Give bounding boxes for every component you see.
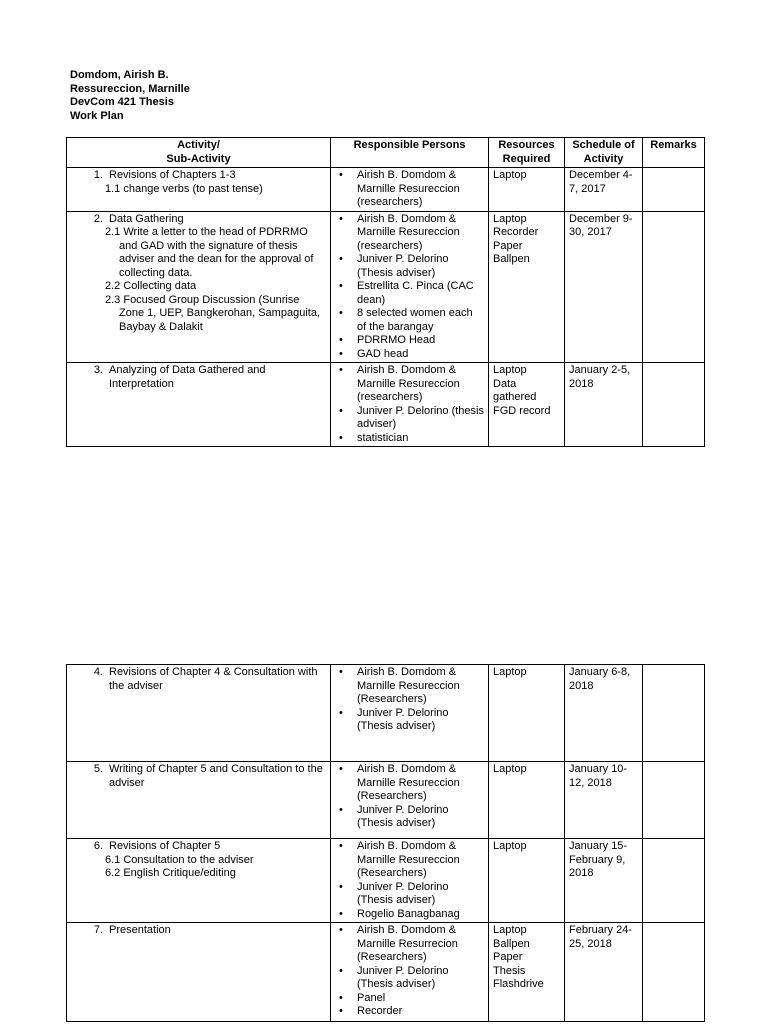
person-item: • Rogelio Banagbanag: [351, 908, 484, 922]
person-item: • statistician: [351, 432, 484, 446]
table-row: [67, 363, 705, 447]
person-item: • Airish B. Domdom & Marnille Resureccion (Researchers): [351, 763, 484, 804]
resource-item: Laptop: [493, 763, 527, 775]
activity-cell: [67, 363, 331, 447]
persons-cell: [331, 665, 489, 762]
remarks-cell: [643, 839, 705, 923]
activity-number: 6.: [93, 840, 103, 852]
resource-item: Ballpen: [493, 253, 530, 265]
author-1: Domdom, Airish B.: [70, 69, 169, 81]
schedule-cell: January 6-8, 2018: [565, 665, 643, 762]
remarks-cell: [643, 363, 705, 447]
resources-cell: [489, 363, 565, 447]
resources-cell: [489, 665, 565, 762]
activity-header: Activity/ Sub-Activity: [67, 138, 331, 168]
resource-item: Data gathered: [493, 377, 537, 403]
person-item: • 8 selected women each of the barangay: [351, 307, 484, 334]
persons-cell: [331, 168, 489, 212]
resource-item: Recorder: [493, 226, 539, 238]
table-row: [67, 923, 705, 1022]
schedule-cell: January 15-February 9, 2018: [565, 839, 643, 923]
persons-list: [335, 763, 484, 831]
resource-item: Laptop: [493, 666, 527, 678]
activity-cell: [67, 762, 331, 839]
course-title: DevCom 421 Thesis: [70, 96, 174, 108]
sub-activity: 2.1 Write a letter to the head of PDRRMO and GAD with the signature of thesis adviser and the dean for the approval of collecting data.: [105, 226, 314, 279]
resource-item: Thesis: [493, 964, 526, 977]
activity-title: Revisions of Chapter 4 & Consultation with the adviser: [109, 666, 318, 692]
persons-list: [335, 924, 484, 1019]
schedule-cell: December 4-7, 2017: [565, 168, 643, 212]
person-item: • Airish B. Domdom & Marnille Resureccion (researchers): [351, 213, 484, 254]
activity-cell: [67, 211, 331, 363]
activity-cell: [67, 168, 331, 212]
sub-activity: 1.1 change verbs (to past tense): [105, 182, 263, 195]
resources-header: Resources Required: [489, 138, 565, 168]
table-row: [67, 762, 705, 839]
person-item: • Juniver P. Delorino (Thesis adviser): [351, 253, 484, 280]
person-item: • PDRRMO Head: [351, 334, 484, 348]
persons-header: Responsible Persons: [331, 138, 489, 168]
schedule-cell: February 24-25, 2018: [565, 923, 643, 1022]
table-row: [67, 839, 705, 923]
remarks-header: Remarks: [643, 138, 705, 168]
persons-list: [335, 840, 484, 921]
work-plan-table-continued: [66, 664, 705, 1022]
schedule-cell: January 10-12, 2018: [565, 762, 643, 839]
resource-item: Ballpen: [493, 937, 530, 950]
activity-cell: [67, 839, 331, 923]
activity-cell: [67, 665, 331, 762]
activity-number: 4.: [93, 666, 103, 678]
person-item: • Airish B. Domdom & Marnille Resurrecion (Researchers): [351, 924, 484, 965]
person-item: • Juniver P. Delorino (thesis adviser): [351, 405, 484, 432]
activity-title: Revisions of Chapters 1-3: [109, 169, 236, 181]
persons-list: [335, 666, 484, 734]
resource-item: Laptop: [493, 840, 527, 852]
resources-cell: [489, 839, 565, 923]
schedule-cell: December 9-30, 2017: [565, 211, 643, 363]
persons-list: [335, 169, 484, 210]
remarks-cell: [643, 211, 705, 363]
person-item: • GAD head: [351, 348, 484, 362]
person-item: • Panel: [351, 992, 484, 1006]
resource-item: Laptop: [493, 169, 527, 181]
sub-activity: 2.2 Collecting data: [105, 280, 197, 292]
person-item: • Recorder: [351, 1005, 484, 1019]
resources-cell: [489, 762, 565, 839]
resource-item: Paper: [493, 239, 523, 252]
resources-cell: [489, 211, 565, 363]
persons-cell: [331, 211, 489, 363]
sub-activity: 6.2 English Critique/editing: [105, 867, 236, 879]
activity-number: 1.: [93, 169, 103, 181]
sub-activity: 6.1 Consultation to the adviser: [105, 853, 254, 866]
resource-item: FGD record: [493, 404, 551, 417]
persons-cell: [331, 762, 489, 839]
remarks-cell: [643, 762, 705, 839]
resource-item: Paper: [493, 951, 523, 963]
person-item: • Airish B. Domdom & Marnille Resureccion (Researchers): [351, 666, 484, 707]
activity-title: Writing of Chapter 5 and Consultation to the adviser: [109, 763, 323, 789]
person-item: • Airish B. Domdom & Marnille Resureccion (researchers): [351, 169, 484, 210]
person-item: • Airish B. Domdom & Marnille Resureccion (Researchers): [351, 840, 484, 881]
remarks-cell: [643, 665, 705, 762]
table-row: [67, 168, 705, 212]
resource-item: Laptop: [493, 364, 527, 376]
persons-list: [335, 364, 484, 445]
activity-number: 3.: [93, 364, 103, 376]
persons-cell: [331, 839, 489, 923]
resource-item: Flashdrive: [493, 978, 544, 990]
remarks-cell: [643, 168, 705, 212]
person-item: • Estrellita C. Pinca (CAC dean): [351, 280, 484, 307]
persons-cell: [331, 363, 489, 447]
schedule-header: Schedule of Activity: [565, 138, 643, 168]
persons-list: [335, 213, 484, 362]
schedule-cell: January 2-5, 2018: [565, 363, 643, 447]
resources-cell: [489, 168, 565, 212]
activity-number: 7.: [93, 924, 103, 936]
table-header-row: [67, 138, 705, 168]
table-row: [67, 665, 705, 762]
activity-title: Data Gathering: [109, 212, 184, 225]
author-2: Ressureccion, Marnille: [70, 82, 190, 95]
person-item: • Juniver P. Delorino (Thesis adviser): [351, 881, 484, 908]
activity-title: Revisions of Chapter 5: [109, 840, 221, 852]
activity-number: 5.: [93, 763, 103, 775]
sub-activity: 2.3 Focused Group Discussion (Sunrise Zone 1, UEP, Bangkerohan, Sampaguita, Baybay & Dalakit: [105, 293, 320, 333]
remarks-cell: [643, 923, 705, 1022]
resources-cell: [489, 923, 565, 1022]
activity-title: Analyzing of Data Gathered and Interpretation: [109, 364, 266, 390]
person-item: • Juniver P. Delorino (Thesis adviser): [351, 804, 484, 831]
activity-cell: [67, 923, 331, 1022]
person-item: • Airish B. Domdom & Marnille Resureccion (researchers): [351, 364, 484, 405]
activity-title: Presentation: [109, 924, 171, 936]
resource-item: Laptop: [493, 212, 527, 225]
resource-item: Laptop: [493, 924, 527, 936]
activity-number: 2.: [93, 212, 103, 225]
table-row: [67, 211, 705, 363]
work-plan-table: [66, 137, 705, 447]
document-header: [70, 69, 190, 123]
person-item: • Juniver P. Delorino (Thesis adviser): [351, 965, 484, 992]
person-item: • Juniver P. Delorino (Thesis adviser): [351, 707, 484, 734]
document-title: Work Plan: [70, 109, 124, 122]
persons-cell: [331, 923, 489, 1022]
